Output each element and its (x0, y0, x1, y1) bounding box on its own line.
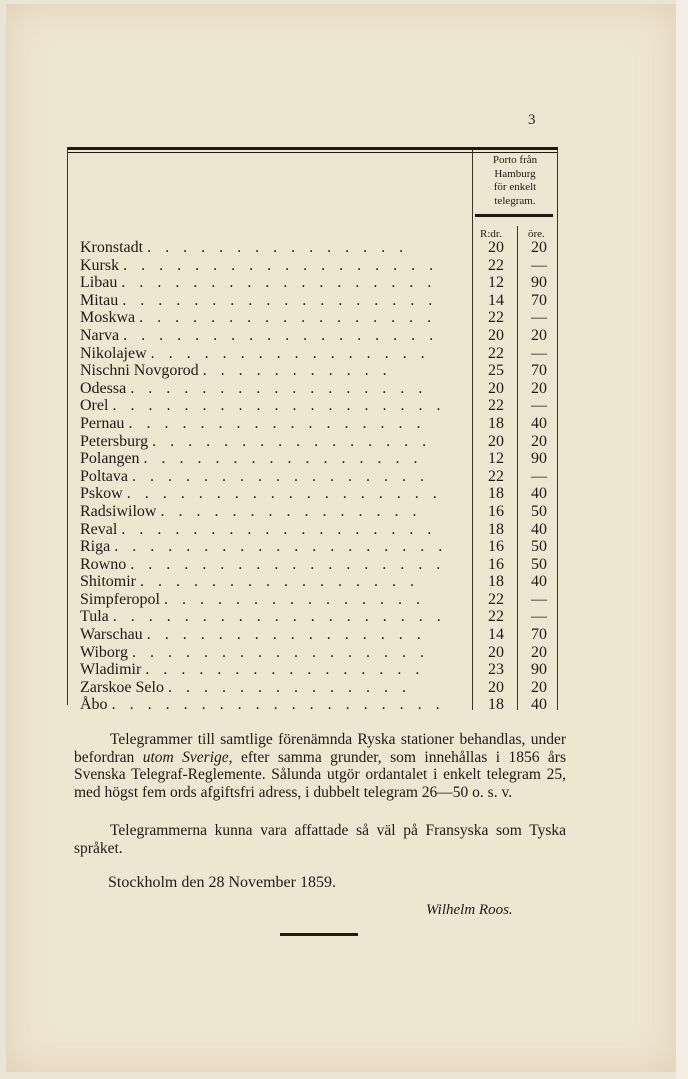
ore-value: — (531, 397, 547, 415)
station-label: Rowno (80, 555, 127, 573)
ore-value: 20 (531, 678, 547, 696)
ore-value: 20 (531, 432, 547, 450)
table-row (0, 345, 688, 363)
leader-dots: . . . . . . . . . . . . . . . (164, 590, 425, 608)
station-name (80, 573, 468, 591)
table-top-rule-thin (68, 152, 558, 153)
station-name (80, 696, 468, 714)
table-row (0, 644, 688, 662)
station-label: Shitomir (80, 573, 137, 591)
station-label: Libau (80, 274, 118, 292)
header-line: telegram. (494, 194, 536, 207)
leader-dots: . . . . . . . . . . . . . . . . . . (126, 485, 442, 503)
table-row (0, 380, 688, 398)
table-row (0, 521, 688, 539)
leader-dots: . . . . . . . . . . . . . . . . (143, 450, 423, 468)
unit-riksdaler: R:dr. (480, 228, 502, 240)
riksdaler-value: 22 (488, 608, 504, 626)
table-row (0, 309, 688, 327)
ore-value: 90 (531, 450, 547, 468)
riksdaler-value: 16 (488, 555, 504, 573)
riksdaler-value: 20 (488, 379, 504, 397)
leader-dots: . . . . . . . . . . . . . . . . . . . (112, 608, 446, 626)
table-row (0, 362, 688, 380)
station-name (80, 468, 468, 486)
ore-value: 40 (531, 414, 547, 432)
ore-value: 50 (531, 538, 547, 556)
riksdaler-value: 12 (488, 274, 504, 292)
station-label: Warschau (80, 626, 143, 644)
paragraph-text: Telegrammer till samtlige förenämnda Ryska stationer behandlas, under befordran (74, 731, 566, 766)
station-name (80, 556, 468, 574)
station-label: Narva (80, 326, 120, 344)
riksdaler-value: 20 (488, 432, 504, 450)
ore-value: 20 (531, 643, 547, 661)
station-name (80, 521, 468, 539)
table-row (0, 433, 688, 451)
leader-dots: . . . . . . . . . . . . . . . . (146, 626, 426, 644)
riksdaler-value: 22 (488, 309, 504, 327)
station-label: Wiborg (80, 643, 128, 661)
header-line: Porto från (492, 154, 538, 166)
riksdaler-value: 22 (488, 467, 504, 485)
riksdaler-value: 16 (488, 502, 504, 520)
table-row (0, 397, 688, 415)
table-row (0, 503, 688, 521)
ore-value: 20 (531, 326, 547, 344)
ore-value: 40 (531, 520, 547, 538)
station-name (80, 591, 468, 609)
table-row (0, 538, 688, 556)
station-label: Reval (80, 520, 118, 538)
station-label: Pskow (80, 485, 123, 503)
station-label: Nischni Novgorod (80, 362, 199, 380)
riksdaler-value: 20 (488, 326, 504, 344)
ore-value: 40 (531, 573, 547, 591)
station-name (80, 327, 468, 345)
paragraph-languages: Telegrammerna kunna vara affattade så väl på Fransyska som Tyska språket. (74, 822, 566, 857)
station-name (80, 485, 468, 503)
station-label: Orel (80, 397, 109, 415)
leader-dots: . . . . . . . . . . . . . . . . (145, 661, 425, 679)
station-name (80, 433, 468, 451)
table-row (0, 274, 688, 292)
station-name (80, 309, 468, 327)
station-name (80, 679, 468, 697)
riksdaler-value: 22 (488, 344, 504, 362)
riksdaler-value: 18 (488, 696, 504, 714)
riksdaler-value: 20 (488, 678, 504, 696)
ore-value: 20 (531, 379, 547, 397)
leader-dots: . . . . . . . . . . . . . . . . . (130, 379, 428, 397)
paragraph-text: efter samma grunder, som innehållas i 1856 års Svenska Telegraf-Reglemente. Sålunda utgör ordantalet i enkelt telegram 25, med högst fem ords afgiftsfri adress, i dubbelt telegram 26—50 o. s. v. (74, 748, 566, 801)
riksdaler-value: 16 (488, 538, 504, 556)
ore-value: 70 (531, 626, 547, 644)
riksdaler-value: 20 (488, 643, 504, 661)
station-name (80, 626, 468, 644)
station-name (80, 538, 468, 556)
ore-value: 50 (531, 502, 547, 520)
table-row (0, 626, 688, 644)
station-label: Åbo (80, 696, 108, 714)
station-label: Polangen (80, 450, 140, 468)
station-name (80, 239, 468, 257)
station-name (80, 274, 468, 292)
table-row (0, 239, 688, 257)
station-label: Radsiwilow (80, 502, 157, 520)
station-name (80, 362, 468, 380)
leader-dots: . . . . . . . . . . . . . . . . . (139, 309, 437, 327)
ore-value: 20 (531, 239, 547, 256)
station-label: Zarskoe Selo (80, 678, 164, 696)
leader-dots: . . . . . . . . . . . . . . . . . (131, 643, 429, 661)
riksdaler-value: 20 (488, 239, 504, 256)
riksdaler-value: 18 (488, 520, 504, 538)
riksdaler-value: 14 (488, 626, 504, 644)
riksdaler-value: 18 (488, 414, 504, 432)
table-row (0, 257, 688, 275)
table-row (0, 450, 688, 468)
leader-dots: . . . . . . . . . . . . . . . . . (128, 414, 426, 432)
ore-value: — (531, 256, 547, 274)
table-row (0, 679, 688, 697)
station-label: Wladimir (80, 661, 142, 679)
leader-dots: . . . . . . . . . . . . . . . . (152, 432, 432, 450)
station-label: Pernau (80, 414, 125, 432)
leader-dots: . . . . . . . . . . . . . . . . (140, 573, 420, 591)
dateline: Stockholm den 28 November 1859. (108, 874, 336, 891)
ore-value: 70 (531, 291, 547, 309)
station-table (0, 239, 688, 714)
signature: Wilhelm Roos. (426, 902, 513, 918)
table-row (0, 591, 688, 609)
page-number: 3 (528, 112, 536, 128)
leader-dots: . . . . . . . . . . . . . . (167, 678, 411, 696)
station-name (80, 397, 468, 415)
station-name (80, 380, 468, 398)
riksdaler-value: 18 (488, 573, 504, 591)
table-row (0, 415, 688, 433)
ore-value: 70 (531, 362, 547, 380)
leader-dots: . . . . . . . . . . . . . . . (160, 502, 422, 520)
riksdaler-value: 18 (488, 485, 504, 503)
station-label: Simpferopol (80, 590, 160, 608)
station-name (80, 644, 468, 662)
table-top-rule (68, 147, 558, 150)
leader-dots: . . . . . . . . . . . (202, 362, 392, 380)
ore-value: — (531, 467, 547, 485)
leader-dots: . . . . . . . . . . . . . . . (147, 239, 409, 256)
leader-dots: . . . . . . . . . . . . . . . . . . (121, 520, 437, 538)
table-row (0, 327, 688, 345)
table-row (0, 573, 688, 591)
table-row (0, 696, 688, 714)
unit-ore: öre. (528, 228, 545, 240)
table-row (0, 468, 688, 486)
station-label: Riga (80, 538, 111, 556)
paragraph-terms (74, 731, 566, 801)
ore-value: 40 (531, 485, 547, 503)
ore-value: 90 (531, 661, 547, 679)
station-name (80, 661, 468, 679)
leader-dots: . . . . . . . . . . . . . . . . . . (123, 326, 439, 344)
ore-value: — (531, 309, 547, 327)
station-name (80, 292, 468, 310)
ore-value: 40 (531, 696, 547, 714)
table-row (0, 661, 688, 679)
leader-dots: . . . . . . . . . . . . . . . . . . . (111, 696, 445, 714)
leader-dots: . . . . . . . . . . . . . . . . . . (121, 274, 437, 292)
table-row (0, 485, 688, 503)
ore-value: — (531, 590, 547, 608)
station-label: Odessa (80, 379, 127, 397)
header-rule (475, 214, 553, 217)
paragraph-emphasis: utom Sverige, (142, 748, 233, 766)
ore-value: 50 (531, 555, 547, 573)
riksdaler-value: 22 (488, 256, 504, 274)
station-label: Kronstadt (80, 239, 144, 256)
riksdaler-value: 22 (488, 397, 504, 415)
header-line: Hamburg (494, 167, 536, 180)
leader-dots: . . . . . . . . . . . . . . . . . . (123, 256, 439, 274)
riksdaler-value: 25 (488, 362, 504, 380)
ore-value: — (531, 344, 547, 362)
ore-value: — (531, 608, 547, 626)
riksdaler-value: 22 (488, 590, 504, 608)
station-label: Tula (80, 608, 109, 626)
table-row (0, 292, 688, 310)
porto-column-header (476, 154, 554, 208)
ore-value: 90 (531, 274, 547, 292)
riksdaler-value: 14 (488, 291, 504, 309)
station-label: Moskwa (80, 309, 136, 327)
station-label: Nikolajew (80, 344, 147, 362)
table-row (0, 608, 688, 626)
station-name (80, 450, 468, 468)
header-line: för enkelt (493, 181, 537, 193)
station-name (80, 608, 468, 626)
leader-dots: . . . . . . . . . . . . . . . . . . . (112, 397, 446, 415)
station-name (80, 415, 468, 433)
end-rule (280, 933, 358, 936)
station-label: Petersburg (80, 432, 149, 450)
leader-dots: . . . . . . . . . . . . . . . . . . . (114, 538, 448, 556)
station-name (80, 345, 468, 363)
leader-dots: . . . . . . . . . . . . . . . . . . (130, 555, 446, 573)
riksdaler-value: 12 (488, 450, 504, 468)
station-name (80, 257, 468, 275)
station-label: Mitau (80, 291, 119, 309)
leader-dots: . . . . . . . . . . . . . . . . . . (122, 291, 438, 309)
station-label: Poltava (80, 467, 128, 485)
station-label: Kursk (80, 256, 120, 274)
table-row (0, 556, 688, 574)
riksdaler-value: 23 (488, 661, 504, 679)
leader-dots: . . . . . . . . . . . . . . . . (150, 344, 430, 362)
leader-dots: . . . . . . . . . . . . . . . . . (132, 467, 429, 485)
station-name (80, 503, 468, 521)
